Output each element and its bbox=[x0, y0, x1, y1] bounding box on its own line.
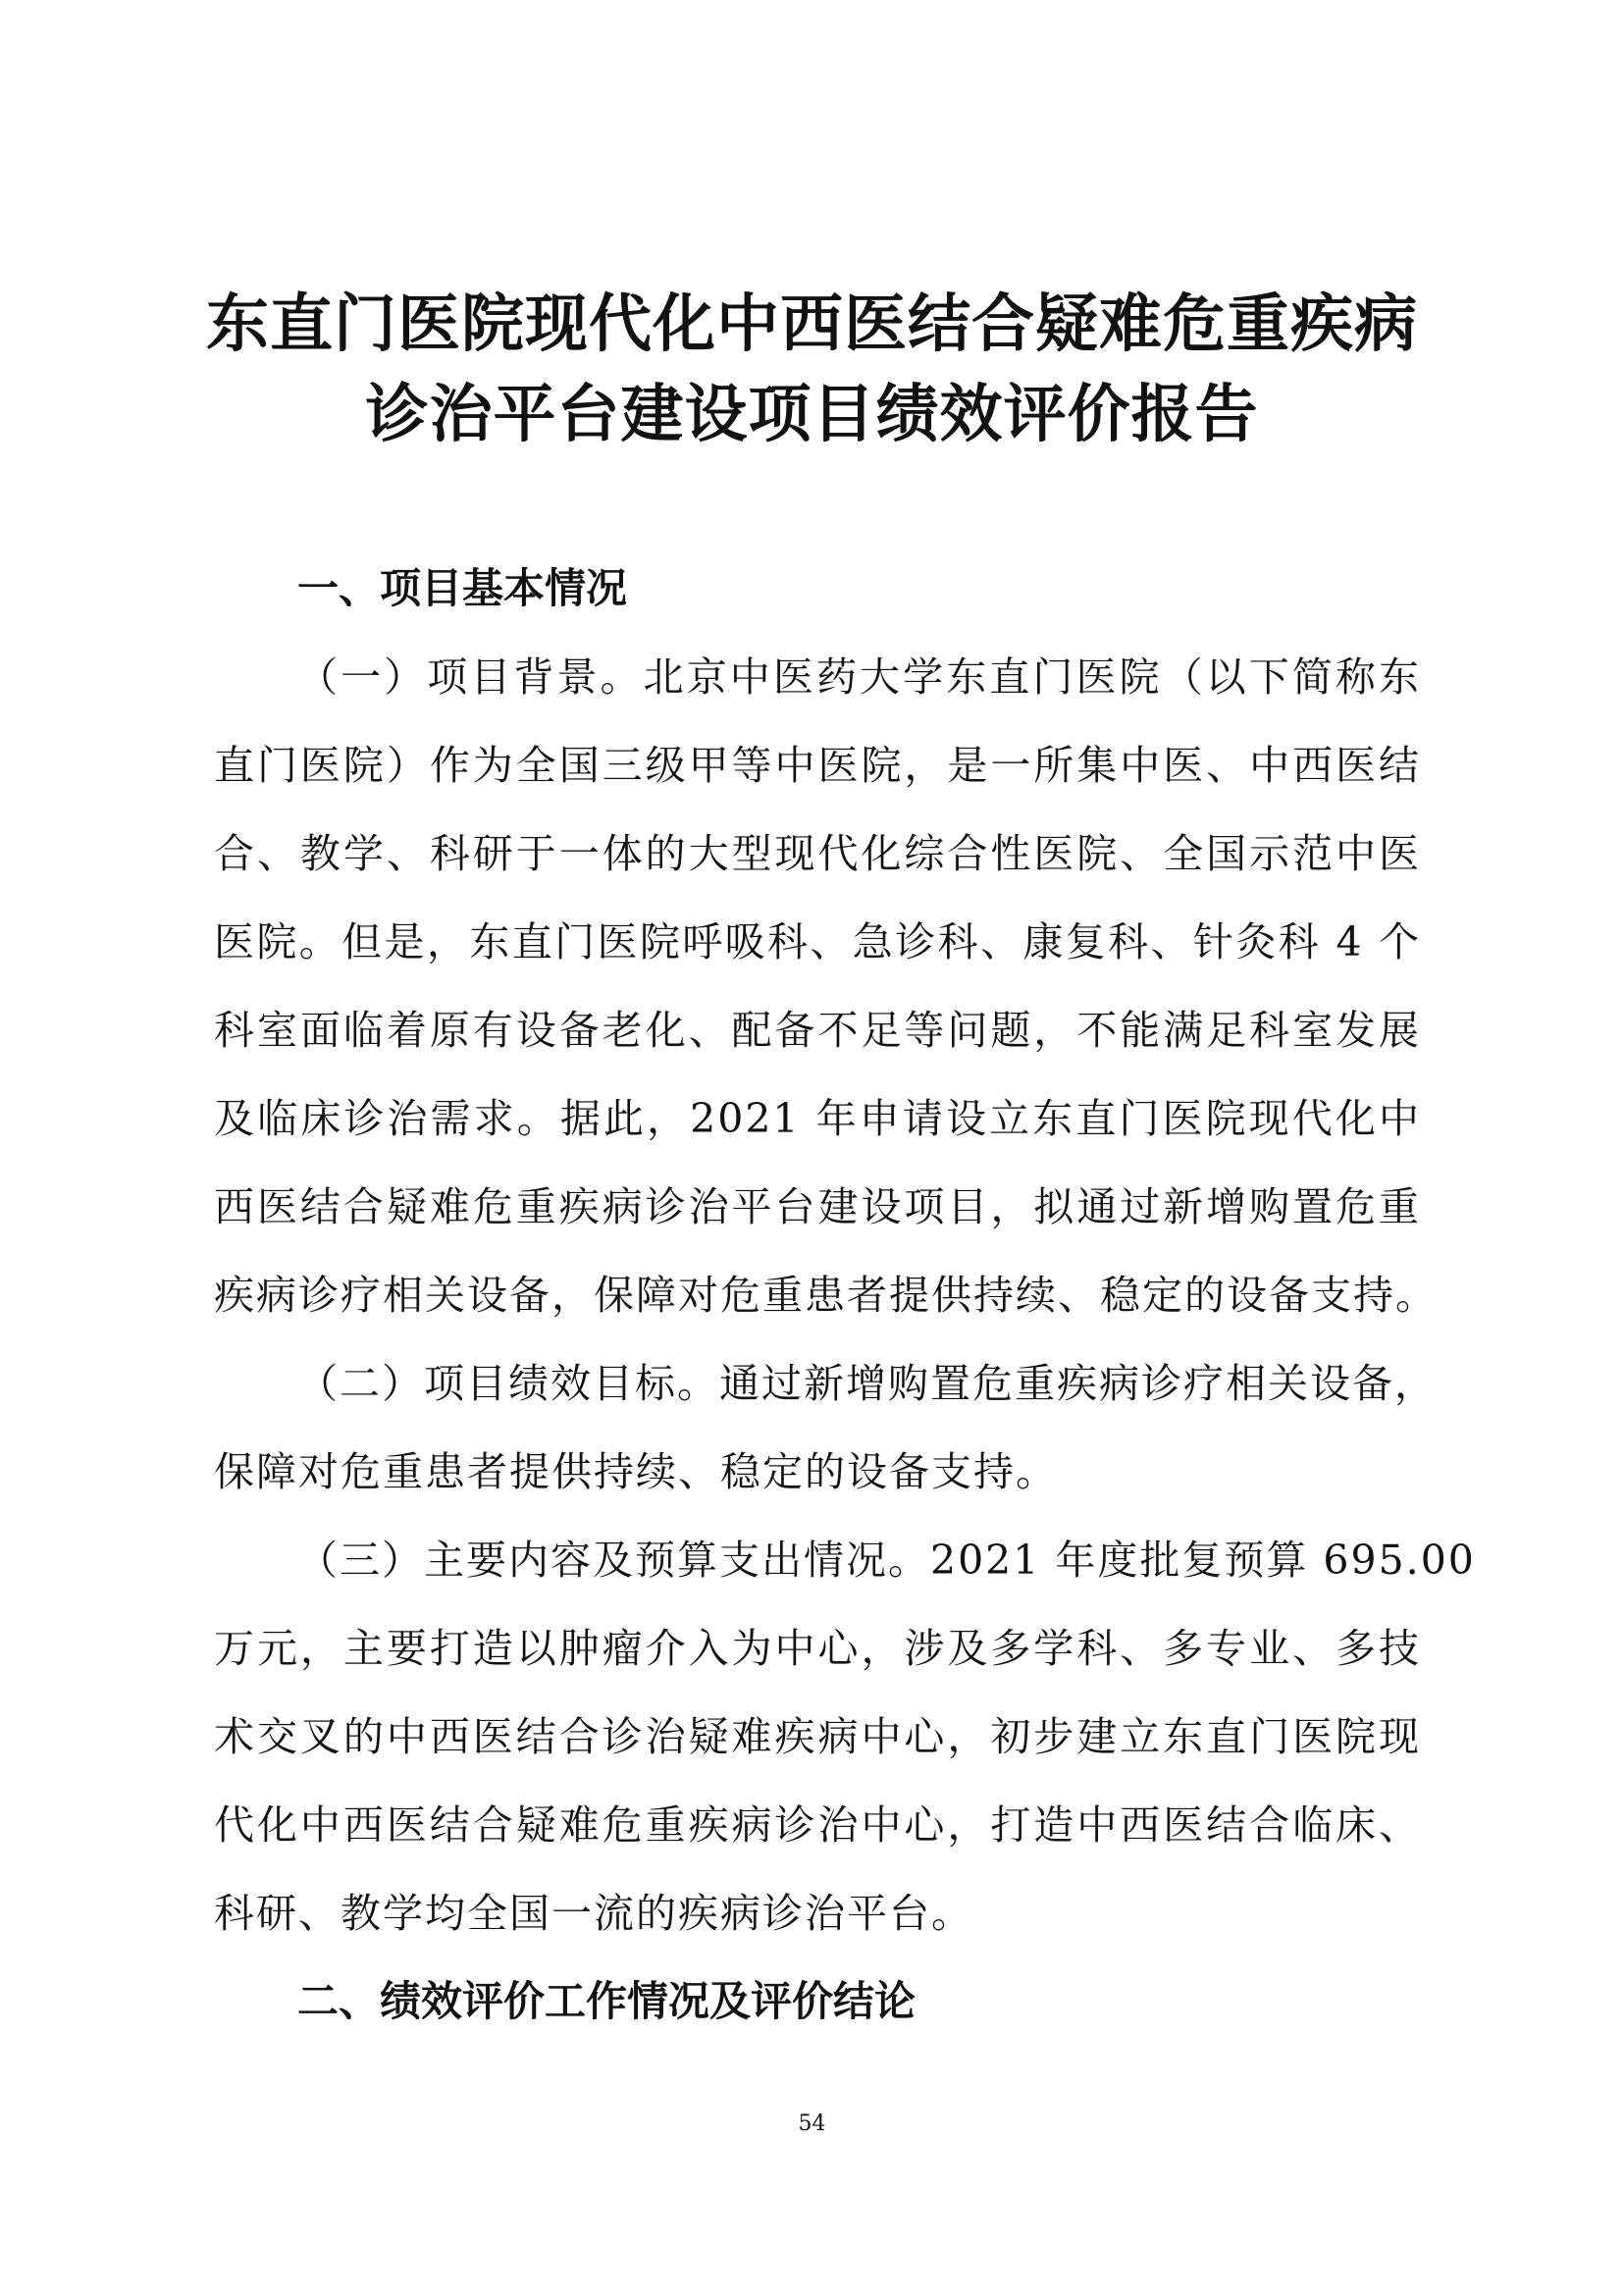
text-line: 术交叉的中西医结合诊治疑难疾病中心，初步建立东直门医院现 bbox=[214, 1713, 1421, 1760]
title-line-1: 东直门医院现代化中西医结合疑难危重疾病 bbox=[206, 288, 1418, 361]
text-line: 医院。但是，东直门医院呼吸科、急诊科、康复科、针灸科 4 个 bbox=[214, 918, 1421, 965]
document-title bbox=[137, 280, 1487, 460]
section-heading-2: 二、绩效评价工作情况及评价结论 bbox=[297, 1977, 917, 2025]
paragraph-performance-target bbox=[214, 1339, 1437, 1516]
text-line: 保障对危重患者提供持续、稳定的设备支持。 bbox=[214, 1448, 1058, 1495]
text-line: 合、教学、科研于一体的大型现代化综合性医院、全国示范中医 bbox=[214, 830, 1421, 877]
text-line: 科室面临着原有设备老化、配备不足等问题，不能满足科室发展 bbox=[214, 1007, 1421, 1054]
text-line: 科研、教学均全国一流的疾病诊治平台。 bbox=[214, 1890, 973, 1937]
text-line: 直门医院）作为全国三级甲等中医院，是一所集中医、中西医结 bbox=[214, 742, 1421, 789]
text-line: 及临床诊治需求。据此，2021 年申请设立东直门医院现代化中 bbox=[214, 1095, 1421, 1142]
text-line: 万元，主要打造以肿瘤介入为中心，涉及多学科、多专业、多技 bbox=[214, 1625, 1421, 1672]
text-line: （二）项目绩效目标。通过新增购置危重疾病诊疗相关设备， bbox=[297, 1360, 1437, 1407]
section-heading-1: 一、项目基本情况 bbox=[297, 564, 628, 612]
document-body bbox=[214, 545, 1476, 2046]
text-line: 代化中西医结合疑难危重疾病诊治中心，打造中西医结合临床、 bbox=[214, 1801, 1421, 1849]
page-number: 54 bbox=[798, 2112, 826, 2136]
title-line-2: 诊治平台建设项目绩效评价报告 bbox=[365, 379, 1259, 451]
text-line: 疾病诊疗相关设备，保障对危重患者提供持续、稳定的设备支持。 bbox=[214, 1272, 1438, 1319]
text-line: （一）项目背景。北京中医药大学东直门医院（以下简称东 bbox=[297, 653, 1421, 701]
text-line: （三）主要内容及预算支出情况。2021 年度批复预算 695.00 bbox=[297, 1537, 1476, 1584]
text-line: 西医结合疑难危重疾病诊治平台建设项目，拟通过新增购置危重 bbox=[214, 1183, 1421, 1230]
paragraph-budget-content bbox=[214, 1516, 1476, 1957]
paragraph-project-background bbox=[214, 633, 1438, 1339]
